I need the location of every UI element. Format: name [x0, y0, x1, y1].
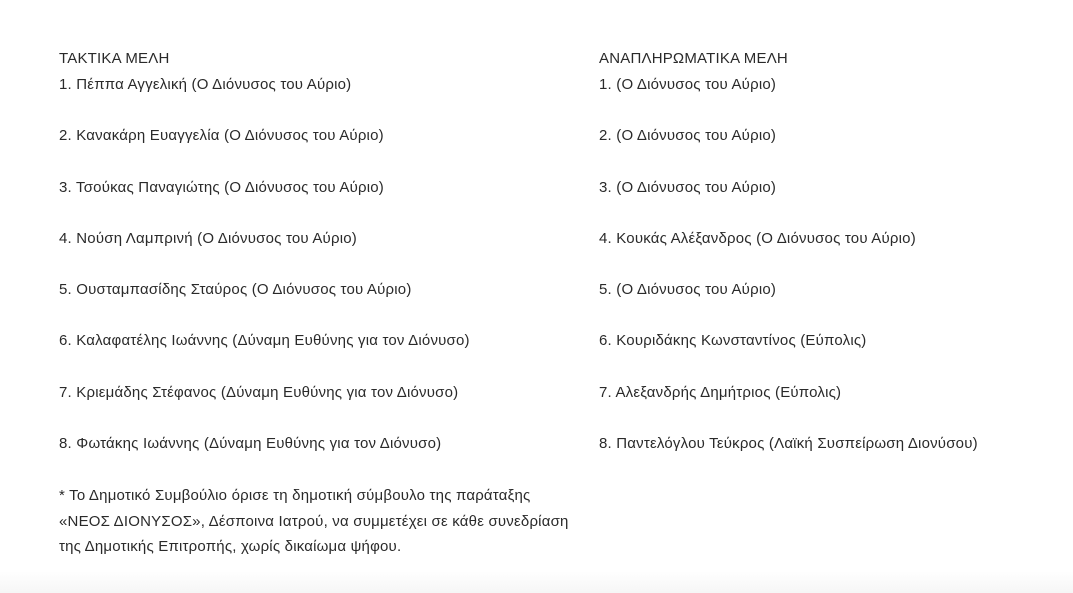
substitute-member-item: 7. Αλεξανδρής Δημήτριος (Εύπολις) [599, 383, 842, 401]
footnote: * Το Δημοτικό Συμβούλιο όρισε τη δημοτική σύμβουλο της παράταξης «ΝΕΟΣ ΔΙΟΝΥΣΟΣ», Δέσποινα Ιατρού, να συμμετέχει σε κάθε συνεδρίαση της Δημοτικής Επιτροπής, χωρίς δικαίωμα ψήφου. [59, 487, 569, 555]
substitute-member-item: 6. Κουριδάκης Κωνσταντίνος (Εύπολις) [599, 332, 867, 350]
regular-member-item: 3. Τσούκας Παναγιώτης (Ο Διόνυσος του Αύριο) [59, 178, 384, 196]
regular-member-item: 1. Πέππα Αγγελική (Ο Διόνυσος του Αύριο) [59, 76, 352, 93]
substitute-members-list [599, 71, 1069, 457]
substitute-member-item: 1. (Ο Διόνυσος του Αύριο) [599, 76, 777, 93]
substitute-member-item: 4. Κουκάς Αλέξανδρος (Ο Διόνυσος του Αύριο) [599, 229, 916, 247]
substitute-member-item: 5. (Ο Διόνυσος του Αύριο) [599, 281, 777, 299]
substitute-member-item: 3. (Ο Διόνυσος του Αύριο) [599, 178, 777, 196]
regular-member-item: 5. Ουσταμπασίδης Σταύρος (Ο Διόνυσος του Αύριο) [59, 281, 412, 299]
regular-member-item: 6. Καλαφατέλης Ιωάννης (Δύναμη Ευθύνης για τον Διόνυσο) [59, 332, 470, 350]
regular-members-list [59, 71, 579, 457]
substitute-members-heading: ΑΝΑΠΛΗΡΩΜΑΤΙΚΑ ΜΕΛΗ [599, 50, 788, 67]
regular-member-item: 4. Νούση Λαμπρινή (Ο Διόνυσος του Αύριο) [59, 229, 357, 247]
regular-members-column [59, 47, 579, 481]
substitute-member-item: 8. Παντελόγλου Τεύκρος (Λαϊκή Συσπείρωση Διονύσου) [599, 435, 978, 453]
regular-member-item: 2. Κανακάρη Ευαγγελία (Ο Διόνυσος του Αύριο) [59, 127, 384, 145]
regular-member-item: 8. Φωτάκης Ιωάννης (Δύναμη Ευθύνης για τον Διόνυσο) [59, 435, 442, 453]
substitute-member-item: 2. (Ο Διόνυσος του Αύριο) [599, 127, 777, 145]
bottom-fade [0, 571, 1073, 593]
regular-member-item: 7. Κριεμάδης Στέφανος (Δύναμη Ευθύνης για τον Διόνυσο) [59, 383, 459, 401]
substitute-members-column [599, 47, 1069, 481]
regular-members-heading: ΤΑΚΤΙΚΑ ΜΕΛΗ [59, 50, 170, 67]
